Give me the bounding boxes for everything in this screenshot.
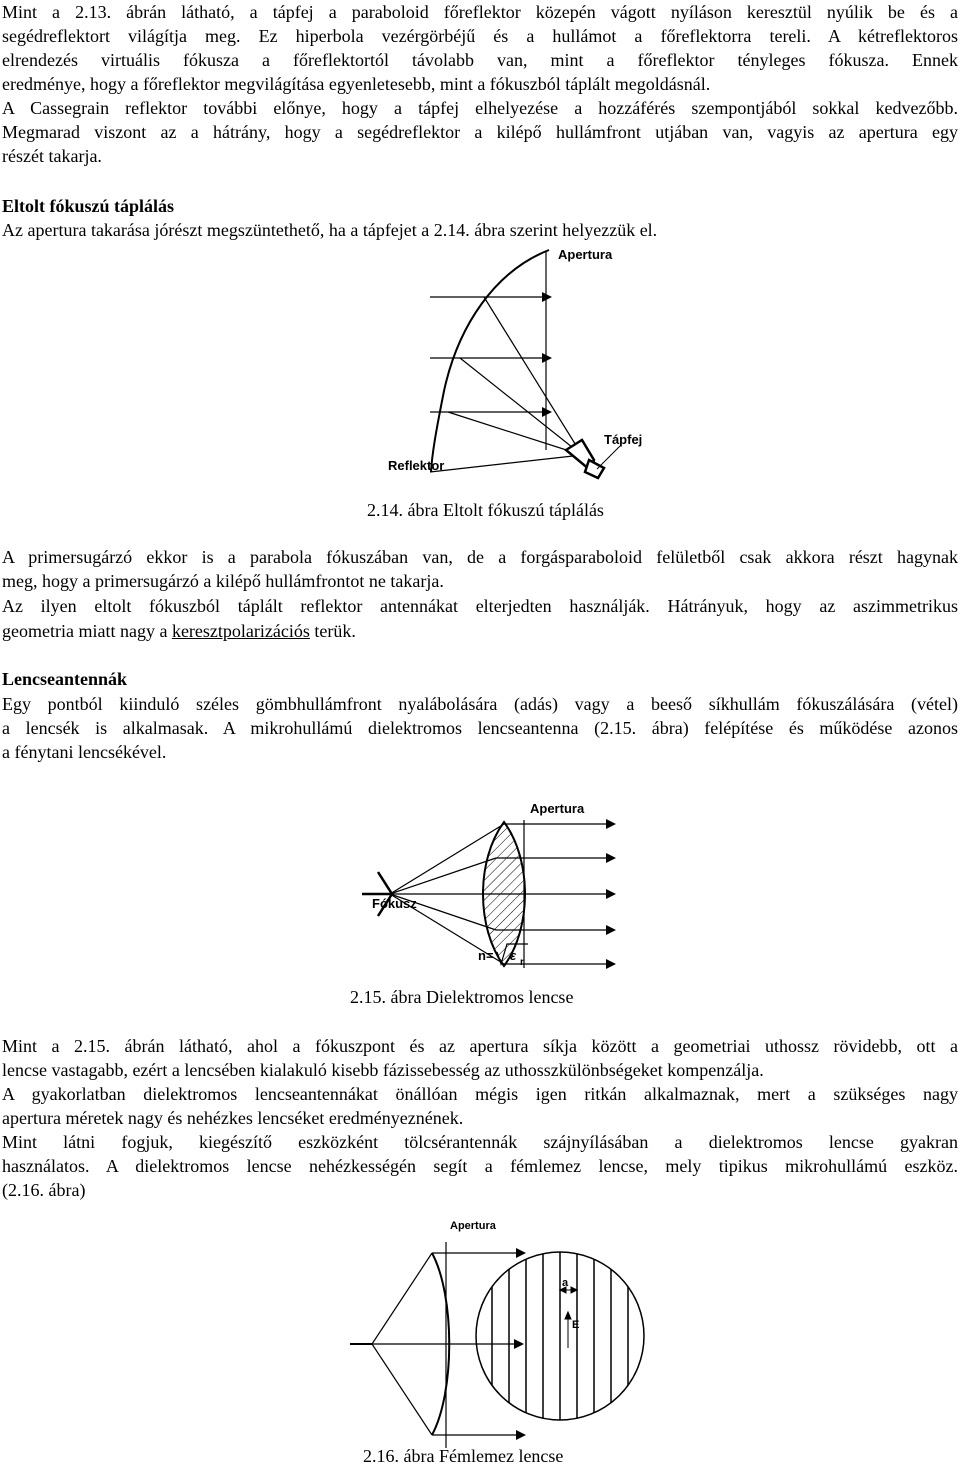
formula-epsilon: ε [510,948,517,963]
intro-line-3: elrendezés virtuális fókusza a főreflektortól távolabb van, mint a főreflektor tényleges fókusza. Ennek [2,50,958,70]
para3-line-5: Mint látni fogjuk, kiegészítő eszközként tölcsérantennák szájnyílásában a dielektromos lencse gyakran [2,1132,958,1152]
para3-line-7: (2.16. ábra) [2,1180,86,1200]
para3-line-6: használatos. A dielektromos lencse nehézkességén segít a fémlemez lencse, mely tipikus mikrohullámú eszköz. [2,1156,958,1176]
figure14-caption: 2.14. ábra Eltolt fókuszú táplálás [367,500,604,520]
figure-offset-feed [0,236,960,486]
figure16-caption: 2.16. ábra Fémlemez lencse [363,1446,564,1466]
section2-line-3: a fénytani lencsékével. [2,742,167,762]
para3-line-1: Mint a 2.15. ábrán látható, ahol a fókuszpont és az apertura síkja között a geometriai uthossz rövidebb, ott a [2,1036,958,1056]
cross-polarization-link[interactable]: keresztpolarizációs [171,621,310,641]
intro-line-6: Megmarad viszont az a hátrány, hogy a segédreflektor a kilépő hullámfront utjában van, vagyis az apertura egy [2,122,958,142]
label-apertura: Apertura [558,247,613,262]
figure15-caption: 2.15. ábra Dielektromos lencse [350,987,574,1007]
formula-n: n= [478,948,494,963]
section-heading-lens-antennas: Lencseantennák [2,669,128,689]
para2-line-4 [2,619,958,643]
para3-line-3: A gyakorlatban dielektromos lencseantennákat önállóan mégis igen ritkán alkalmaznak, mert a szükséges nagy [2,1084,958,1104]
section1-text: Az apertura takarása jórészt megszüntethető, ha a tápfejet a 2.14. ábra szerint helyezzük el. [2,220,658,240]
figure-dielectric-lens [0,800,960,980]
intro-line-5: A Cassegrain reflektor további előnye, hogy a tápfej elhelyezése a hozzáférés szempontjából sokkal kedvezőbb. [2,98,958,118]
section-heading-offset-feed: Eltolt fókuszú táplálás [2,196,175,216]
para3-line-2: lencse vastagabb, ezért a lencsében kialakuló kisebb fázissebesség az uthosszkülönbségeket kompenzálja. [2,1060,764,1080]
label-spacing-a: a [562,1277,569,1289]
label-reflector: Reflektor [388,458,445,473]
para2-line-4-end: terük. [309,621,356,641]
para2-line-2: meg, hogy a primersugárzó a kilépő hullámfrontot ne takarja. [2,571,444,591]
figure-metal-plate-lens [0,1216,960,1448]
intro-line-4: eredménye, hogy a főreflektor megvilágítása egyenletesebb, mint a fókuszból táplált megoldásnál. [2,74,711,94]
para2-line-4-text: geometria miatt nagy a [2,621,172,641]
para3-line-4: apertura méretek nagy és nehézkes lencséket eredményeznének. [2,1108,464,1128]
label-feed: Tápfej [604,432,643,447]
intro-line-7: részét takarja. [2,146,102,166]
section2-line-2: a lencsék is alkalmasak. A mikrohullámú dielektromos lencseantenna (2.15. ábra) felépítése és működése azonos [2,718,958,738]
label-apertura: Apertura [450,1220,496,1232]
formula-r: r [520,957,524,968]
section2-line-1: Egy pontból kiinduló széles gömbhullámfront nyalábolására (adás) vagy a beeső síkhullám fókuszálására (vétel) [2,694,958,714]
label-field-e: E [572,1319,580,1331]
label-focus: Fókusz [372,896,417,911]
intro-line-2: segédreflektort világítja meg. Ez hiperbola vezérgörbéjű és a hullámot a főreflektorra tereli. A kétreflektoros [2,26,958,46]
label-apertura: Apertura [530,801,585,816]
feed-horn-icon [566,440,604,478]
para2-line-1: A primersugárzó ekkor is a parabola fókuszában van, de a forgásparaboloid felületből csak akkora részt hagynak [2,547,958,567]
para2-line-3: Az ilyen eltolt fókuszból táplált reflektor antennákat elterjedten használják. Hátrányuk, hogy az aszimmetrikus [2,596,958,616]
intro-line-1: Mint a 2.13. ábrán látható, a tápfej a paraboloid főreflektor közepén vágott nyíláson keresztül nyúlik be és a [2,2,958,22]
